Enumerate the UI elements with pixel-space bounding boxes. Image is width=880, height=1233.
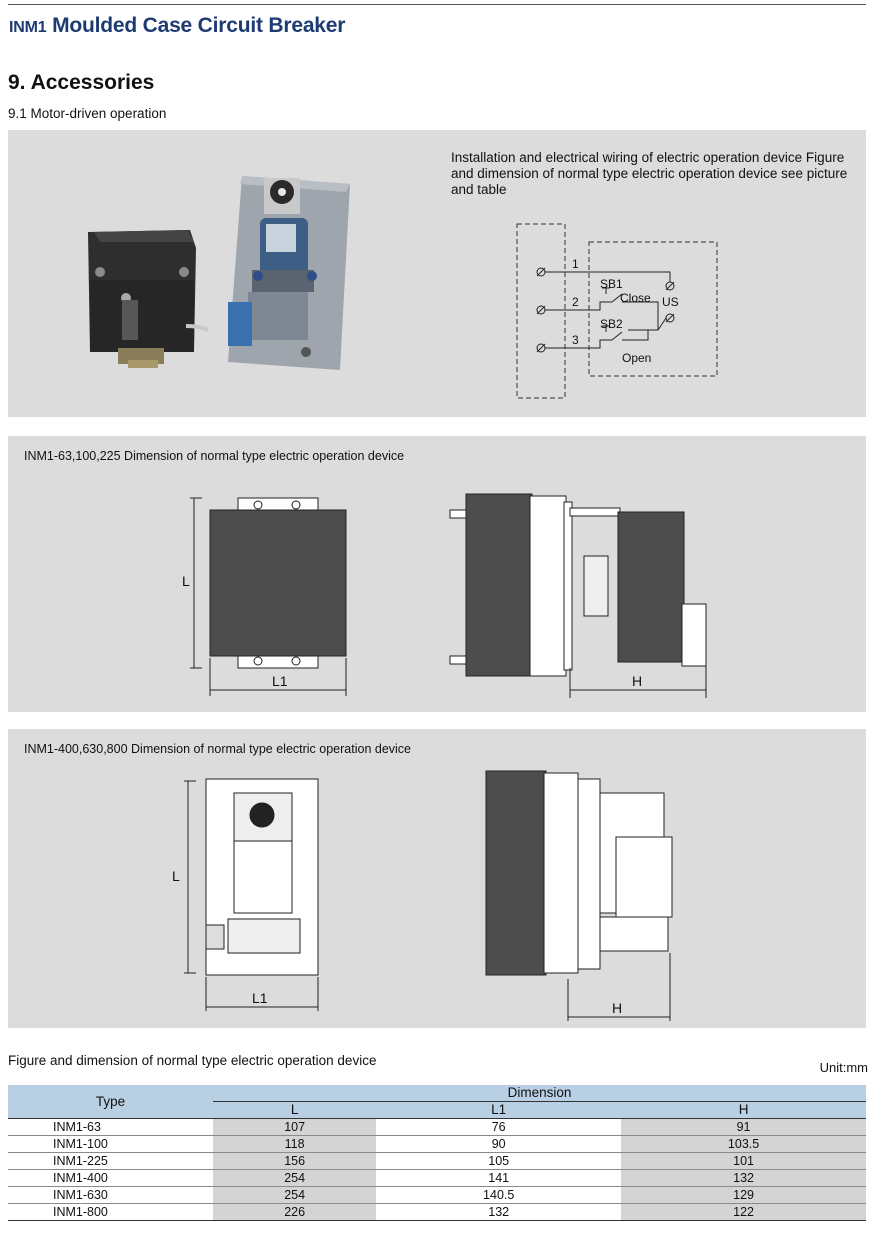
table-row: INM1-800 226 132 122 <box>8 1204 866 1221</box>
panel2-caption: INM1-63,100,225 Dimension of normal type electric operation device <box>24 449 405 463</box>
open-label: Open <box>622 351 652 365</box>
dimension-drawing-400-800 <box>8 729 866 1028</box>
table-row: INM1-225 156 105 101 <box>8 1153 866 1170</box>
dimension-drawing-63-225 <box>8 436 866 712</box>
header-h: H <box>621 1102 866 1119</box>
sb2-label: SB2 <box>600 317 623 331</box>
sb1-label: SB1 <box>600 277 623 291</box>
top-rule <box>8 4 866 5</box>
panel3-caption: INM1-400,630,800 Dimension of normal type electric operation device <box>24 742 412 756</box>
header-dimension: Dimension <box>213 1085 866 1102</box>
installation-description: Installation and electrical wiring of electric operation device Figure and dimension of normal type electric operation device see picture and table <box>451 150 848 197</box>
section-title: 9. Accessories <box>8 71 155 94</box>
brand-rest: Moulded Case Circuit Breaker <box>46 14 346 37</box>
header-l: L <box>213 1102 376 1119</box>
table-caption: Figure and dimension of normal type electric operation device <box>8 1053 377 1068</box>
table-row: INM1-100 118 90 103.5 <box>8 1136 866 1153</box>
motor-operation-panel <box>8 130 866 417</box>
terminal-1-label: 1 <box>572 257 579 271</box>
terminal-3-label: 3 <box>572 333 579 347</box>
dimension-panel-63-225 <box>8 436 866 712</box>
table-row: INM1-63 107 76 91 <box>8 1119 866 1136</box>
brand-title <box>9 14 345 38</box>
dim-l1-label-2: L1 <box>252 990 268 1006</box>
terminal-2-label: 2 <box>572 295 579 309</box>
close-label: Close <box>620 291 651 305</box>
dim-l-label-2: L <box>172 868 180 884</box>
table-row: INM1-400 254 141 132 <box>8 1170 866 1187</box>
unit-label: Unit:mm <box>819 1060 868 1075</box>
dim-h-label-2: H <box>612 1000 623 1016</box>
dimension-panel-400-800 <box>8 729 866 1028</box>
dim-l1-label: L1 <box>272 673 288 689</box>
dimension-table <box>8 1085 866 1221</box>
us-label: US <box>662 295 679 309</box>
dim-h-label: H <box>632 673 643 689</box>
table-row: INM1-630 254 140.5 129 <box>8 1187 866 1204</box>
dim-l-label: L <box>182 573 190 589</box>
brand-prefix: INM1 <box>9 19 47 36</box>
section-subtitle: 9.1 Motor-driven operation <box>8 106 167 121</box>
wiring-diagram <box>8 130 866 417</box>
header-l1: L1 <box>376 1102 621 1119</box>
header-type: Type <box>8 1085 213 1119</box>
